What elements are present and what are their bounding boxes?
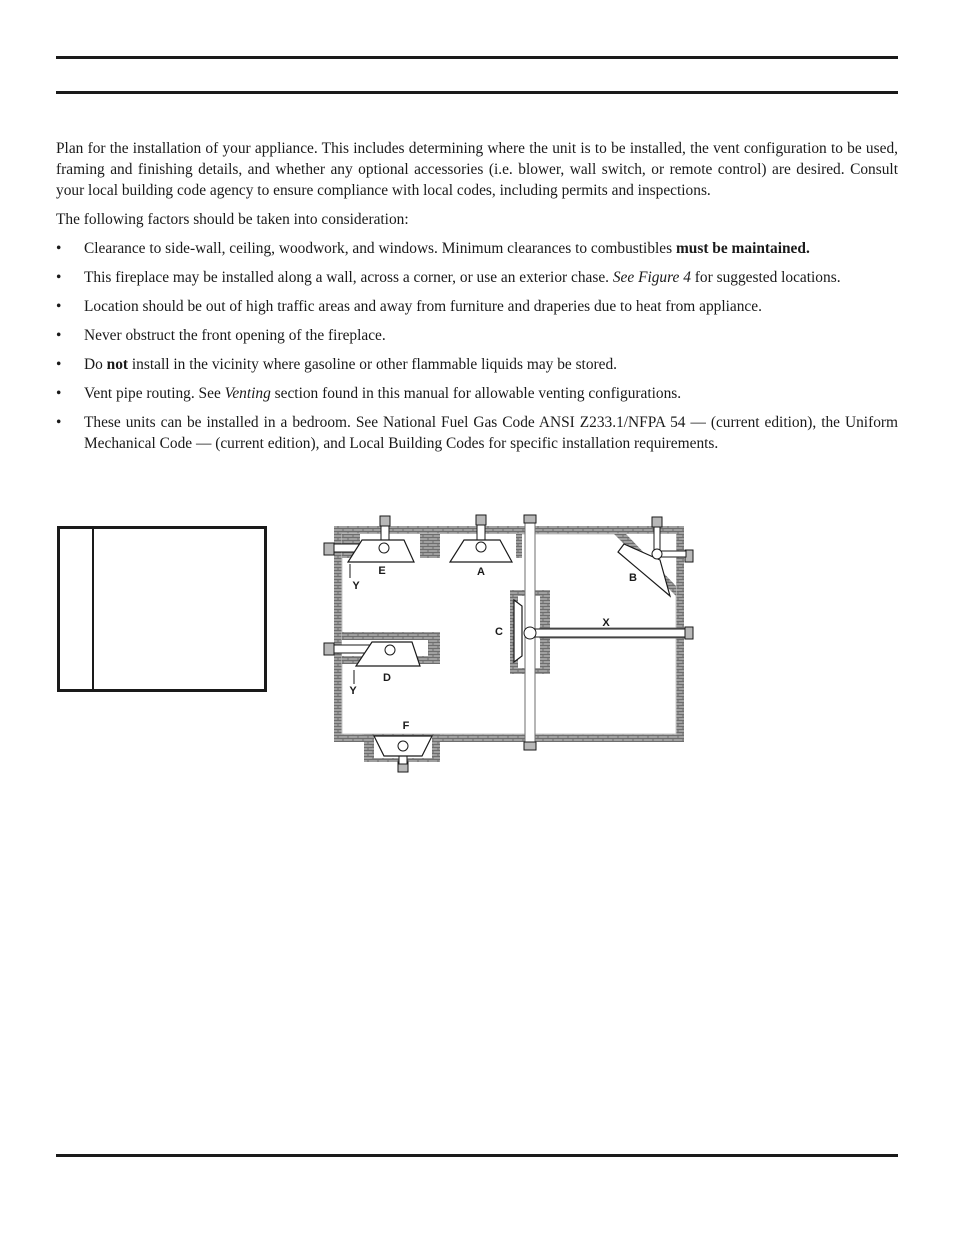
list-item: • This fireplace may be installed along a wall, across a corner, or use an exterior chase. See Figure 4 for suggested locations. bbox=[56, 269, 841, 286]
bullet: • bbox=[56, 356, 62, 373]
list-item: • Never obstruct the front opening of the fireplace. bbox=[56, 327, 386, 344]
bullet: • bbox=[56, 298, 62, 315]
fireplace-c bbox=[514, 600, 522, 662]
footer-rule bbox=[56, 1154, 898, 1157]
list-item: • These units can be installed in a bedroom. See National Fuel Gas Code ANSI Z233.1/NFPA 54 — (current edition), the Uniform Mechanical Code — (current edition), and Local Building Codes for specific installation requirements. bbox=[56, 414, 898, 452]
label-a: A bbox=[477, 566, 485, 578]
bullet: • bbox=[56, 414, 62, 431]
label-d: D bbox=[383, 672, 391, 684]
label-f: F bbox=[402, 720, 410, 732]
bullet: • bbox=[56, 240, 62, 257]
bullet: • bbox=[56, 327, 62, 344]
label-e: E bbox=[378, 565, 386, 577]
factors-lead: The following factors should be taken into consideration: bbox=[56, 211, 409, 228]
header-rule-top bbox=[56, 56, 898, 59]
label-b: B bbox=[629, 572, 637, 584]
list-item: • Vent pipe routing. See Venting section found in this manual for allowable venting configurations. bbox=[56, 385, 682, 402]
label-y-top: Y bbox=[352, 580, 360, 592]
body-text bbox=[56, 138, 898, 462]
list-item: • Do not install in the vicinity where gasoline or other flammable liquids may be stored. bbox=[56, 356, 618, 373]
note-box-divider bbox=[92, 529, 94, 689]
label-c: C bbox=[495, 626, 503, 638]
factors-list bbox=[56, 238, 898, 454]
bullet: • bbox=[56, 269, 62, 286]
header-rule-bottom bbox=[56, 91, 898, 94]
label-x: X bbox=[602, 617, 610, 629]
list-item: • Clearance to side-wall, ceiling, woodwork, and windows. Minimum clearances to combustibles must be maintained. bbox=[56, 240, 810, 257]
bullet: • bbox=[56, 385, 62, 402]
label-y-bottom: Y bbox=[349, 685, 357, 697]
list-item: • Location should be out of high traffic areas and away from furniture and draperies due to heat from appliance. bbox=[56, 298, 762, 315]
note-box bbox=[57, 526, 267, 692]
intro-paragraph: Plan for the installation of your appliance. This includes determining where the unit is to be installed, the vent configuration to be used, framing and finishing details, and whether any optional accessories (i.e. blower, wall switch, or remote control) are desired. Consult your local building code agency to ensure compliance with local codes, including permits and inspections. bbox=[56, 140, 898, 199]
installation-locations-figure bbox=[322, 512, 698, 778]
